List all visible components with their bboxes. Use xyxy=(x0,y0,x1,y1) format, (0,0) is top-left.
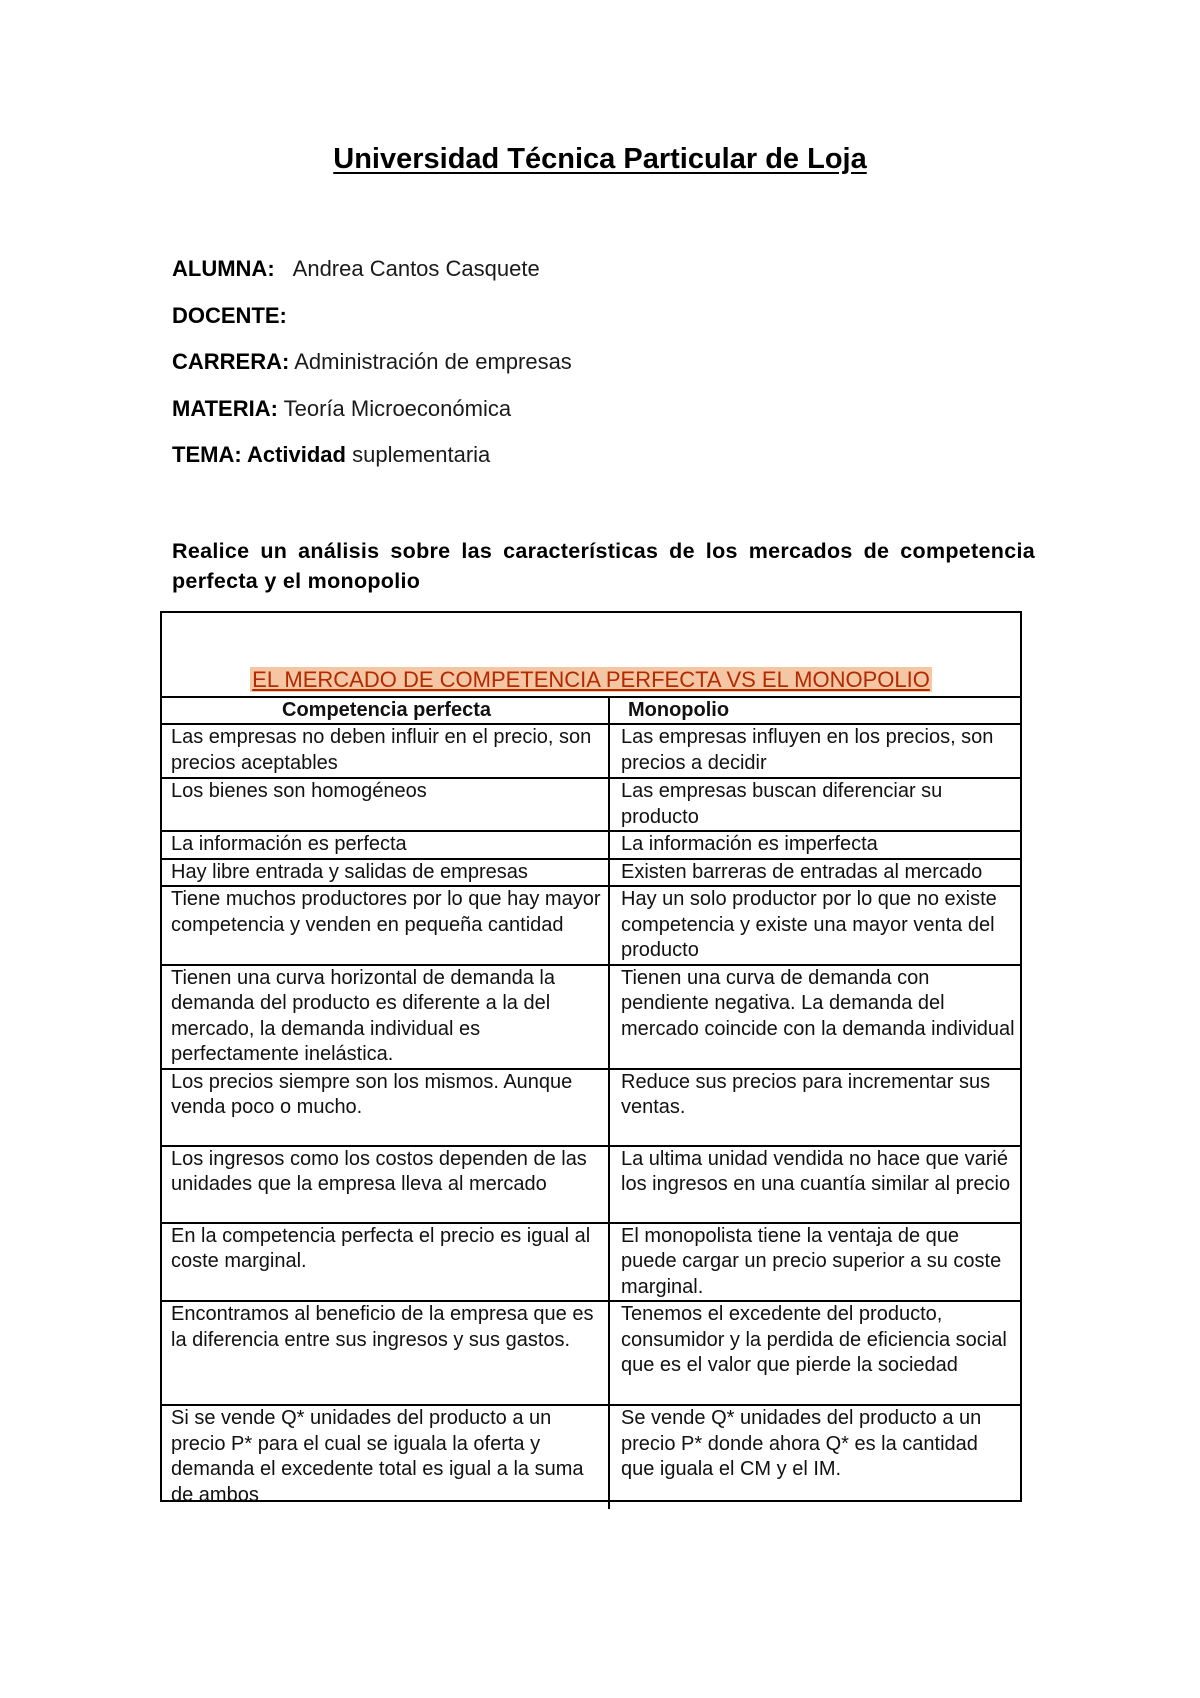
cell-monopolio: La ultima unidad vendida no hace que varié los ingresos en una cuantía similar al precio xyxy=(609,1146,1022,1223)
table-row xyxy=(160,1069,1022,1146)
table-heading xyxy=(160,667,1022,693)
table-row xyxy=(160,1405,1022,1509)
cell-monopolio: Tenemos el excedente del producto, consumidor y la perdida de eficiencia social que es el valor que pierde la sociedad xyxy=(609,1301,1022,1405)
table-row xyxy=(160,1146,1022,1223)
docente-line xyxy=(172,302,287,330)
carrera-label: CARRERA: xyxy=(172,349,290,374)
column-header-competencia: Competencia perfecta xyxy=(160,697,609,724)
instruction-text: Realice un análisis sobre las características de los mercados de competencia perfecta y el monopolio xyxy=(172,539,1035,593)
materia-value: Teoría Microeconómica xyxy=(283,396,512,421)
alumna-value: Andrea Cantos Casquete xyxy=(292,256,540,281)
tema-label: TEMA: Actividad xyxy=(172,442,346,467)
table-row xyxy=(160,1223,1022,1302)
table-row xyxy=(160,965,1022,1069)
materia-label: MATERIA: xyxy=(172,396,278,421)
table-row xyxy=(160,724,1022,778)
table-header-row xyxy=(160,697,1022,724)
page-title: Universidad Técnica Particular de Loja xyxy=(333,143,867,175)
cell-monopolio: Existen barreras de entradas al mercado xyxy=(609,859,1022,887)
table-row xyxy=(160,778,1022,831)
cell-competencia: Hay libre entrada y salidas de empresas xyxy=(160,859,609,887)
cell-competencia: Los precios siempre son los mismos. Aunque venda poco o mucho. xyxy=(160,1069,609,1146)
cell-competencia: Tiene muchos productores por lo que hay mayor competencia y venden en pequeña cantidad xyxy=(160,886,609,965)
cell-competencia: La información es perfecta xyxy=(160,831,609,859)
cell-competencia: Las empresas no deben influir en el precio, son precios aceptables xyxy=(160,724,609,778)
cell-competencia: Tienen una curva horizontal de demanda la demanda del producto es diferente a la del mercado, la demanda individual es perfectamente inelástica. xyxy=(160,965,609,1069)
cell-monopolio: Tienen una curva de demanda con pendiente negativa. La demanda del mercado coincide con la demanda individual xyxy=(609,965,1022,1069)
tema-value: suplementaria xyxy=(352,442,491,467)
cell-monopolio: Se vende Q* unidades del producto a un precio P* donde ahora Q* es la cantidad que iguala el CM y el IM. xyxy=(609,1405,1022,1509)
cell-monopolio: Las empresas influyen en los precios, son precios a decidir xyxy=(609,724,1022,778)
cell-competencia: Si se vende Q* unidades del producto a un precio P* para el cual se iguala la oferta y demanda el excedente total es igual a la suma de ambos xyxy=(160,1405,609,1509)
table-heading-text: EL MERCADO DE COMPETENCIA PERFECTA VS EL MONOPOLIO xyxy=(252,667,930,692)
cell-monopolio: La información es imperfecta xyxy=(609,831,1022,859)
comparison-table xyxy=(160,696,1022,1509)
table-row xyxy=(160,886,1022,965)
cell-competencia: Los ingresos como los costos dependen de las unidades que la empresa lleva al mercado xyxy=(160,1146,609,1223)
cell-competencia: Encontramos al beneficio de la empresa que es la diferencia entre sus ingresos y sus gastos. xyxy=(160,1301,609,1405)
docente-label: DOCENTE: xyxy=(172,303,287,328)
alumna-label: ALUMNA: xyxy=(172,256,275,281)
materia-line xyxy=(172,395,511,423)
cell-monopolio: Reduce sus precios para incrementar sus ventas. xyxy=(609,1069,1022,1146)
table-row xyxy=(160,859,1022,887)
table-heading-row xyxy=(160,611,1022,696)
tema-line xyxy=(172,441,490,469)
alumna-line xyxy=(172,255,540,283)
cell-monopolio: El monopolista tiene la ventaja de que puede cargar un precio superior a su coste marginal. xyxy=(609,1223,1022,1302)
carrera-line xyxy=(172,348,572,376)
carrera-value: Administración de empresas xyxy=(294,349,572,374)
cell-monopolio: Hay un solo productor por lo que no existe competencia y existe una mayor venta del producto xyxy=(609,886,1022,965)
table-row xyxy=(160,1301,1022,1405)
cell-competencia: En la competencia perfecta el precio es igual al coste marginal. xyxy=(160,1223,609,1302)
cell-monopolio: Las empresas buscan diferenciar su producto xyxy=(609,778,1022,831)
cell-competencia: Los bienes son homogéneos xyxy=(160,778,609,831)
column-header-monopolio: Monopolio xyxy=(609,697,1022,724)
table-row xyxy=(160,831,1022,859)
